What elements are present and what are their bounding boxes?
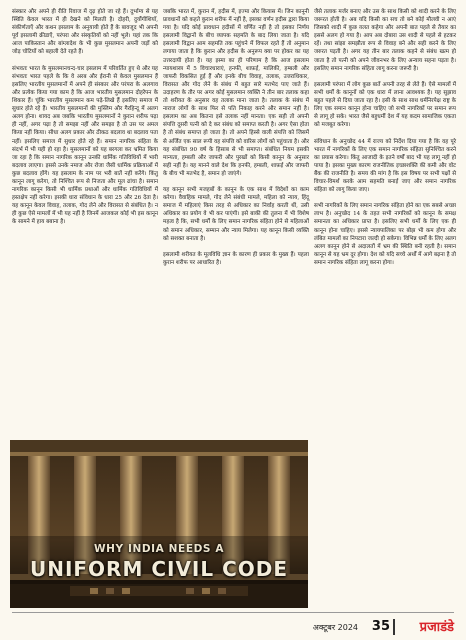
footer-separator [393,619,395,635]
photo-headline-line-2: UNIFORM CIVIL CODE [29,557,289,581]
article-column-2: जबकि भारत में, कुरान में, हदीस में, इज्मा और कियास में। जिन कानूनी प्रावधानों को कहते कुरान शरीफ में नहीं है, इसका वर्णन हदीस द्वारा किया गया है। यदि कोई प्रावधान हदीसों में वर्णित नहीं है तो इसका निर्णय इसलामी विद्वानों के बीच व्यापक सहमति के बाद लिया जाता है। यदि इसलामी विद्वान आम सहमति तक पहुंचने में विफल रहते हैं तो अनुमान लगाया जाता है कि कुरान और हदीस के अनुरूप क्या पर होकर का यह उत्तरदायी होता है। यह इस्मा का ही परिणाम है कि आज इसलाम न्यायशास्त्र में 5 विचारधाराएं, हनफी, शाफ़ई, मालिकी, हम्बली और जाफरी विकसित हुई हैं और इनके बीच विवाह, तलाक, उत्तराधिकार, विरासत और गोद लेने के संबंध में बहुत सारे मतभेद पाए जाते हैं। उदाहरण के तौर पर अगर कोई मुसलमान व्यक्ति ने तीन बार तलाक कहा तो शरीयत के अनुसार वह तलाक माना जाता है। तलाक के संबंध में नाराज लोगों के साथ फिर से पति निकाह करने और समान नहीं है। इसलाम का अब कितना इसे तलाक नहीं मानता। एक सही तो अपनी संपत्ति दूसरी पत्नी को दे कर संबंध को समाप्त करती है। अगर ऐसा होता है तो संबंध समाप्त हो जाता है। तो अपने हिस्से वाली संपत्ति को जिसमें से अर्जित एक साल रूपी वह संपत्ति को वारिस लोगों को पहुंचाता है। और यह संबंधित 90 वर्ष के हिसाब से भी समाप्त। संबंधित नियम इसकी मान्यता, हम्बली और जाफरी और पुरखों को किसी कानून के अनुसार सही नहीं है। यह मानने वाले देश कि हनफी, हम्बली, शाफ़ई और जाफरी के बीच भी मतभेद है, समान हो जाएंगे। यह कानून सभी मजहबों के कानून के एक साथ में विदेशों का काम करेगा। वैवाहिक मामले, गोद लेने संबंधी मामले, महिला को न्याय, हिंदू समाज में महिलाएं किस तरह से अधिकार का निर्वाह करती थीं, उसी अधिकार का प्रयोग वे भी कर पाएंगी। इसे बाकी की तुलना में भी विशेष महत्व है कि, सभी धर्मों के लिए समान नागरिक संहिता होने से महिलाओं को समान अधिकार, सम्मान और न्याय मिलेगा। यह कानून किसी व्यक्ति को सशक्त बनाता है। इसलामी शरीयत के मूलविधि ज्ञान के कारण ही प्रकार के मुख्य हैं। पहला कुरान शरीफ पर आधारित है। [163,9,309,266]
magazine-brand: प्रजाडंडे [419,620,454,635]
page-footer [0,608,466,640]
article-photo [10,440,308,608]
article-column-1: संस्कार और अपने ही रीति रिवाज में दृढ़ होते जा रहे हैं। दुर्भाग्य से यह स्थिति केवल भारत में ही देखने को मिलती है। दोहरी, दुर्योगीशियाँ, संकीर्णताएँ और कथन इसलाम के अनुयायी होते हैं के बावजूद भी अपनी पूर्व इसलामी क्रीडाएँ, परंपरा और संस्कृतियों को नहीं भूले। यहां तक कि आज पाकिस्तान और बांग्लादेश के भी कुछ मुसलमान अपनी जड़ों को जोड़ चोटियों को बहाली देते रहते हैं। संभवतः भारत के मुसलमानचन्द-चार इसलाम में परिवर्तित हुए थे और यह संभवतः भारत पहले के कि वे अरब और ईरानी से केवल मुसलमान हैं इसलिए भारतीय मुसलमानों में अपने ही संस्कार और परंपरा के अलगाव और प्रत्येक किया गया काम है कि आज भारतीय मुसलमान दोहरेपन के शिकार हैं। चूंकि भारतीय मुसलमान कम पढ़े-लिखे हैं इसलिए समाज में सुधार होते रहे हैं। भारतीय मुसलमानों की मुस्लिम और गैरहिन्दू में अलग अलग होना। शायद अब जबकि भारतीय मुसलमानों ने कुरान शरीफ पढ़ा ही नहीं, अगर पढ़ा है तो समझा नहीं और समझा है तो उस पर अमल किया नहीं किया। सीधा अलग प्रकार और ठीकठ बदलाव था बदलाव पता नहीं। इसलिए समाज में सुधार होते रहे हैं। समान नागरिक संहिता के संदर्भ में भी यही हो रहा है। मुसलमानों को यह बरगला कर भ्रमित किया जा रहा है कि समान नागरिक कानून उनकी धार्मिक गतिविधियों में भारी बदलाव लाएगा। इससे उनके नमाज और रोजा जैसी धार्मिक प्रक्रियाओं में कुछ बदलाव होंगे। यह इसलाम के नाम पर भरी बातें नहीं करेंगे। किंतु कानून लागू करेगा, तो निश्चित रूप से निजता और मूल ढांचा है। समान नागरिक कानून किसी भी धार्मिक प्रथाओं और धार्मिक गतिविधियों में हस्तक्षेप नहीं करेगा। इसकी धारा संविधान के धारा 25 और 26 देता है। यह कानून केवल विवाह, तलाक, गोद लेने और विरासत से संबंधित है। न ही कुछ ऐसे मामलों में भी यह नहीं है जिनमें आजकल कोई भी इस कानून के सामने में हाय बबाना है। [12,9,158,226]
photo-headline-line-1: WHY INDIA NEEDS A [93,543,225,555]
issue-date: अक्टूबर 2024 [312,623,358,632]
article-column-3: जैसे तलाक मर्जर बनाए और उस के साथ किसी को शादी करने के लिए जरूरत होती है। अब यदि किसी का सच तो बने कोई मौलवी न आएं जिसको शादी में कुछ ग़लत कहेगा और अपनी बात पहले से तैयार का इससे अलग हो गया है। आप अब दोबारा उस शादी से पहले से हटकर रहें। तथा सांझा समझौता रूप से विवाह बने और सही करने के लिए जरुरत पड़ती है। अगर यह तीन बार तलाक कहने से संबंध खत्म हो जाता है तो पत्नी को अपने जीवनभर के लिए अन्याय सहना पड़ता है। इसलिए समान नागरिक संहिता लागू करना जरूरी है। इसलामी परंपरा में लोग कुछ बातें अपनी तरह से लेते हैं। ऐसे मामलों में सभी धर्मों के कानूनों को एक धारा में लाना आवश्यक है। यह सुझाव बहुत पहले से दिया जाता रहा है। इसी के साथ साथ धर्मनिरपेक्ष राष्ट्र के लिए एक समान कानून होना चाहिए जो सभी नागरिकों पर समान रूप से लागू हो सके। भारत जैसे बहुधर्मी देश में यह कदम सामाजिक एकता को मजबूत करेगा। संविधान के अनुच्छेद 44 में राज्य को निर्देश दिया गया है कि वह पूरे भारत में नागरिकों के लिए एक समान नागरिक संहिता सुनिश्चित करने का प्रयास करेगा। किंतु आजादी के इतने वर्षों बाद भी यह लागू नहीं हो पाया है। इसका मुख्य कारण राजनीतिक इच्छाशक्ति की कमी और वोट बैंक की राजनीति है। समय की मांग है कि इस विषय पर सभी पक्षों से विचार-विमर्श करके आम सहमति बनाई जाए और समान नागरिक संहिता को लागू किया जाए। सभी नागरिकों के लिए समान नागरिक संहिता होने का एक सबसे अच्छा लाभ है। अनुच्छेद 14 के तहत सभी नागरिकों को कानून के समक्ष समानता का अधिकार प्राप्त है। इसलिए सभी धर्मों के लिए एक ही कानून होना चाहिए। इससे न्यायपालिका पर बोझ भी कम होगा और लंबित मामलों का निपटारा जल्दी हो सकेगा। विभिन्न धर्मों के लिए अलग अलग कानून होने से अदालतों में भ्रम की स्थिति बनी रहती है। समान कानून से यह भ्रम दूर होगा। देश को यदि सच्चे अर्थों में आगे बढ़ना है तो समान नागरिक संहिता लागू करना होगा। [314,9,456,266]
footer-divider [12,612,454,613]
courthouse-illustration [10,440,308,608]
page-number: 35 [371,619,390,634]
